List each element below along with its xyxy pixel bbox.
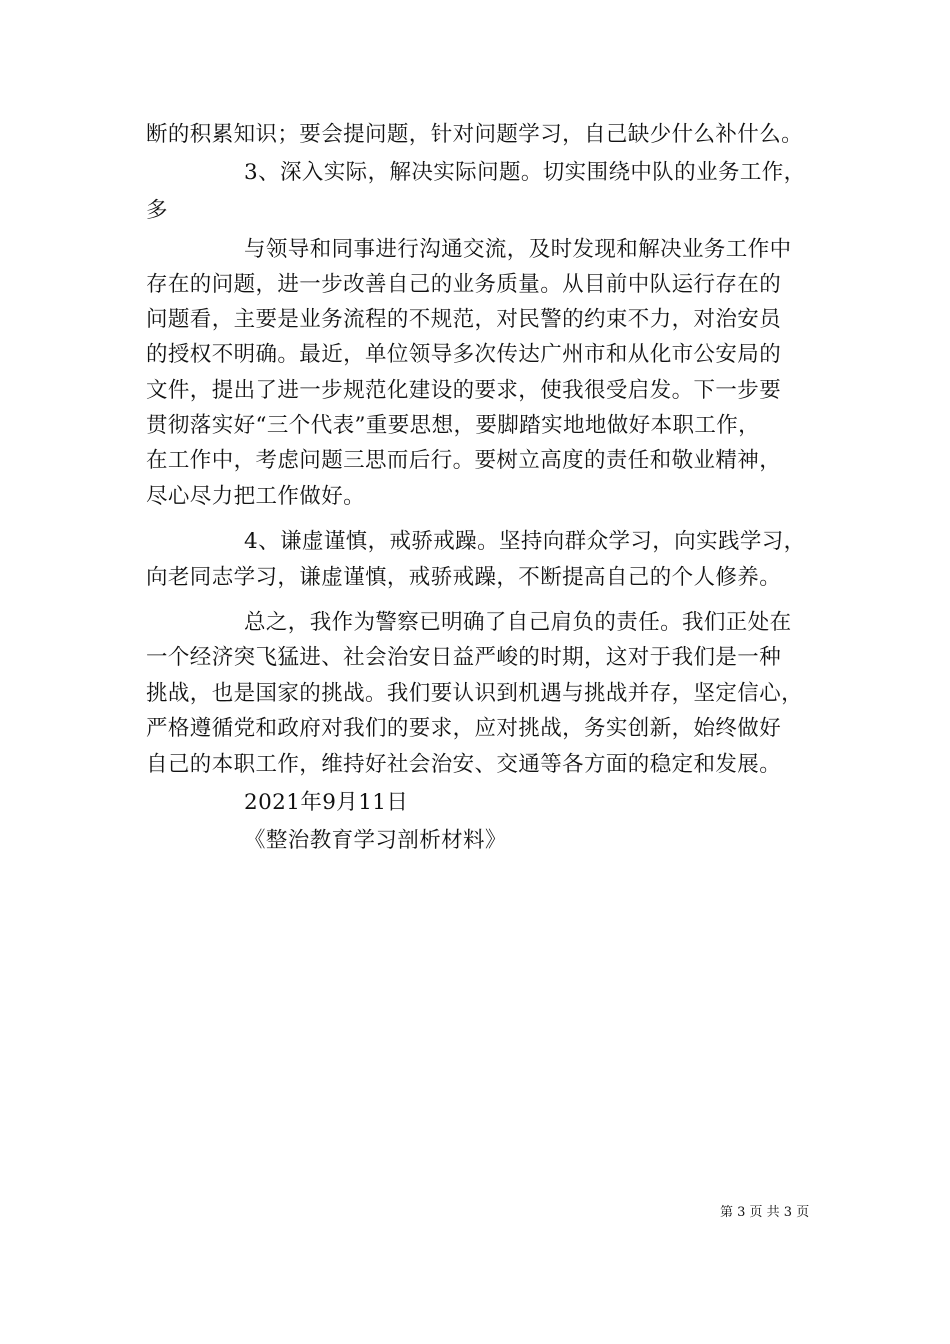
body-line-10: 在工作中，考虑问题三思而后行。要树立高度的责任和敬业精神，	[146, 448, 782, 473]
body-line-11: 尽心尽力把工作做好。	[146, 484, 366, 509]
body-line-14: 总之，我作为警察已明确了自己肩负的责任。我们正处在	[244, 610, 792, 635]
body-line-17: 严格遵循党和政府对我们的要求，应对挑战，务实创新，始终做好	[146, 716, 782, 741]
body-line-7: 的授权不明确。最近，单位领导多次传达广州市和从化市公安局的	[146, 342, 782, 367]
body-line-15: 一个经济突飞猛进、社会治安日益严峻的时期，这对于我们是一种	[146, 645, 782, 670]
body-line-9: 贯彻落实好“三个代表”重要思想，要脚踏实地地做好本职工作，	[146, 413, 761, 438]
body-line-8: 文件，提出了进一步规范化建设的要求，使我很受启发。下一步要	[146, 378, 782, 403]
body-line-13: 向老同志学习，谦虚谨慎，戒骄戒躁，不断提高自己的个人修养。	[146, 565, 782, 590]
document-title-line: 《整治教育学习剖析材料》	[244, 828, 507, 853]
page-number: 第 3 页 共 3 页	[720, 1205, 810, 1220]
body-line-12: 4、谦虚谨慎，戒骄戒躁。坚持向群众学习，向实践学习，	[244, 529, 806, 554]
body-line-5: 存在的问题，进一步改善自己的业务质量。从目前中队运行存在的	[146, 272, 782, 297]
body-line-6: 问题看，主要是业务流程的不规范，对民警的约束不力，对治安员	[146, 307, 782, 332]
body-line-2: 3、深入实际，解决实际问题。切实围绕中队的业务工作，	[244, 160, 806, 185]
body-line-16: 挑战，也是国家的挑战。我们要认识到机遇与挑战并存，坚定信心，	[146, 681, 804, 706]
date-line: 2021年9月11日	[244, 790, 409, 815]
body-line-3: 多	[146, 198, 168, 223]
body-line-4: 与领导和同事进行沟通交流，及时发现和解决业务工作中	[244, 237, 792, 262]
body-line-18: 自己的本职工作，维持好社会治安、交通等各方面的稳定和发展。	[146, 752, 782, 777]
body-line-1: 断的积累知识；要会提问题，针对问题学习，自己缺少什么补什么。	[146, 122, 804, 147]
